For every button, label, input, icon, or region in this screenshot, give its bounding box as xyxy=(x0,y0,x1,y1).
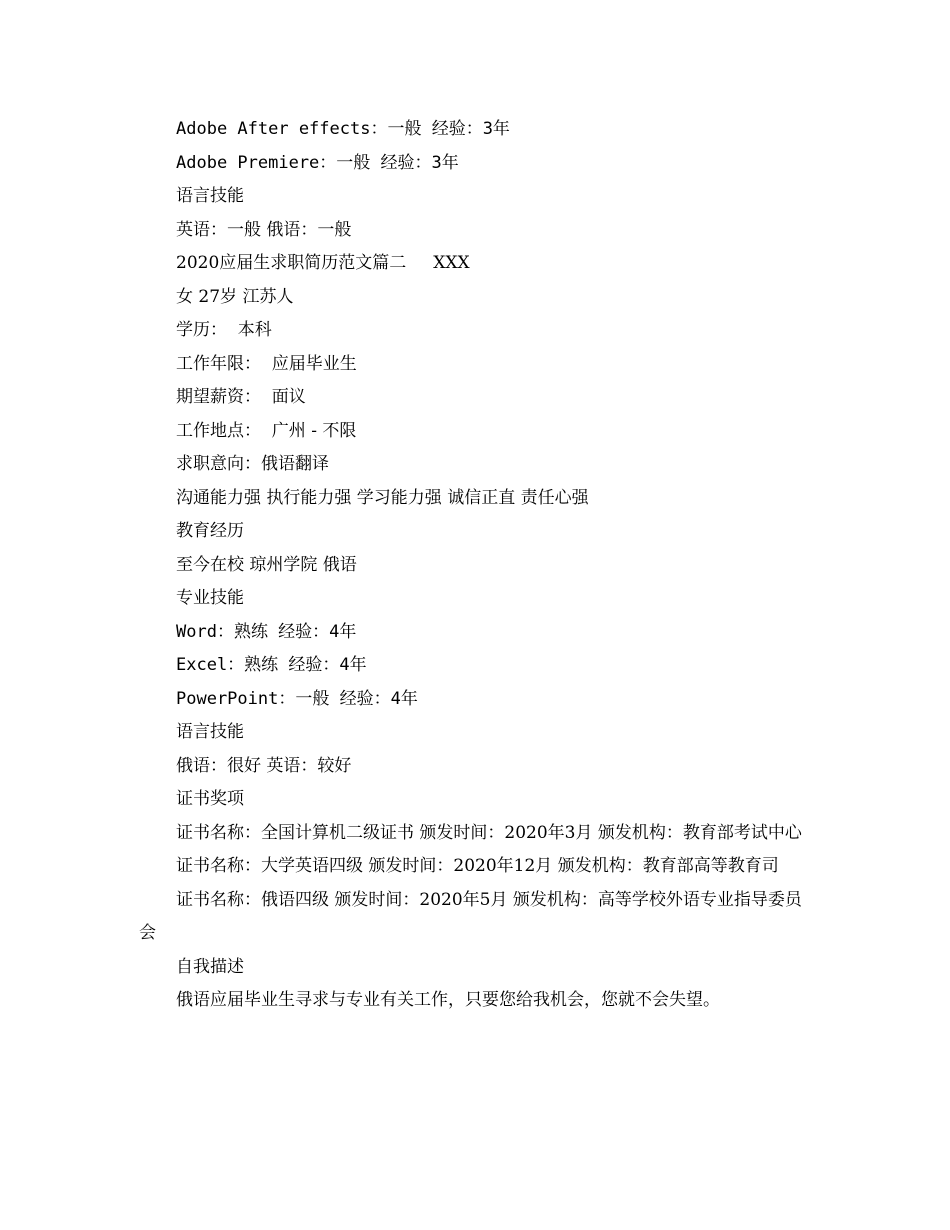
self-description-text: 俄语应届毕业生寻求与专业有关工作，只要您给我机会，您就不会失望。 xyxy=(176,990,720,1010)
expected-salary: 期望薪资： 面议 xyxy=(176,387,306,407)
skill-after-effects: Adobe After effects：一般 经验：3年 xyxy=(176,119,510,139)
strengths: 沟通能力强 执行能力强 学习能力强 诚信正直 责任心强 xyxy=(176,487,589,508)
resume-title: 2020应届生求职简历范文篇二 XXX xyxy=(176,253,470,273)
certificates-heading: 证书奖项 xyxy=(176,789,244,809)
education-entry: 至今在校 琼州学院 俄语 xyxy=(176,554,357,575)
skill-powerpoint: PowerPoint：一般 经验：4年 xyxy=(176,688,418,709)
certificate-entry: 证书名称：俄语四级 颁发时间：2020年5月 颁发机构：高等学校外语专业指导委员会 xyxy=(139,889,802,943)
work-years: 工作年限： 应届毕业生 xyxy=(176,353,357,374)
education-level: 学历： 本科 xyxy=(176,320,272,340)
language-skills-line: 英语：一般 俄语：一般 xyxy=(176,219,352,240)
job-intention: 求职意向：俄语翻译 xyxy=(176,454,329,474)
certificate-entry: 证书名称：全国计算机二级证书 颁发时间：2020年3月 颁发机构：教育部考试中心 xyxy=(176,822,802,843)
language-skills-heading: 语言技能 xyxy=(176,186,244,206)
skill-word: Word：熟练 经验：4年 xyxy=(176,621,357,642)
personal-info: 女 27岁 江苏人 xyxy=(176,286,294,307)
skill-excel: Excel：熟练 经验：4年 xyxy=(176,655,367,675)
work-location: 工作地点： 广州 - 不限 xyxy=(176,420,357,441)
certificate-entry: 证书名称：大学英语四级 颁发时间：2020年12月 颁发机构：教育部高等教育司 xyxy=(176,856,779,876)
language-skills-heading-2: 语言技能 xyxy=(176,722,244,742)
self-description-heading: 自我描述 xyxy=(176,956,244,977)
language-skills-line-2: 俄语：很好 英语：较好 xyxy=(176,755,352,776)
professional-skills-heading: 专业技能 xyxy=(176,588,244,608)
resume-content xyxy=(139,113,815,1018)
skill-premiere: Adobe Premiere：一般 经验：3年 xyxy=(176,152,459,173)
education-heading: 教育经历 xyxy=(176,521,244,541)
